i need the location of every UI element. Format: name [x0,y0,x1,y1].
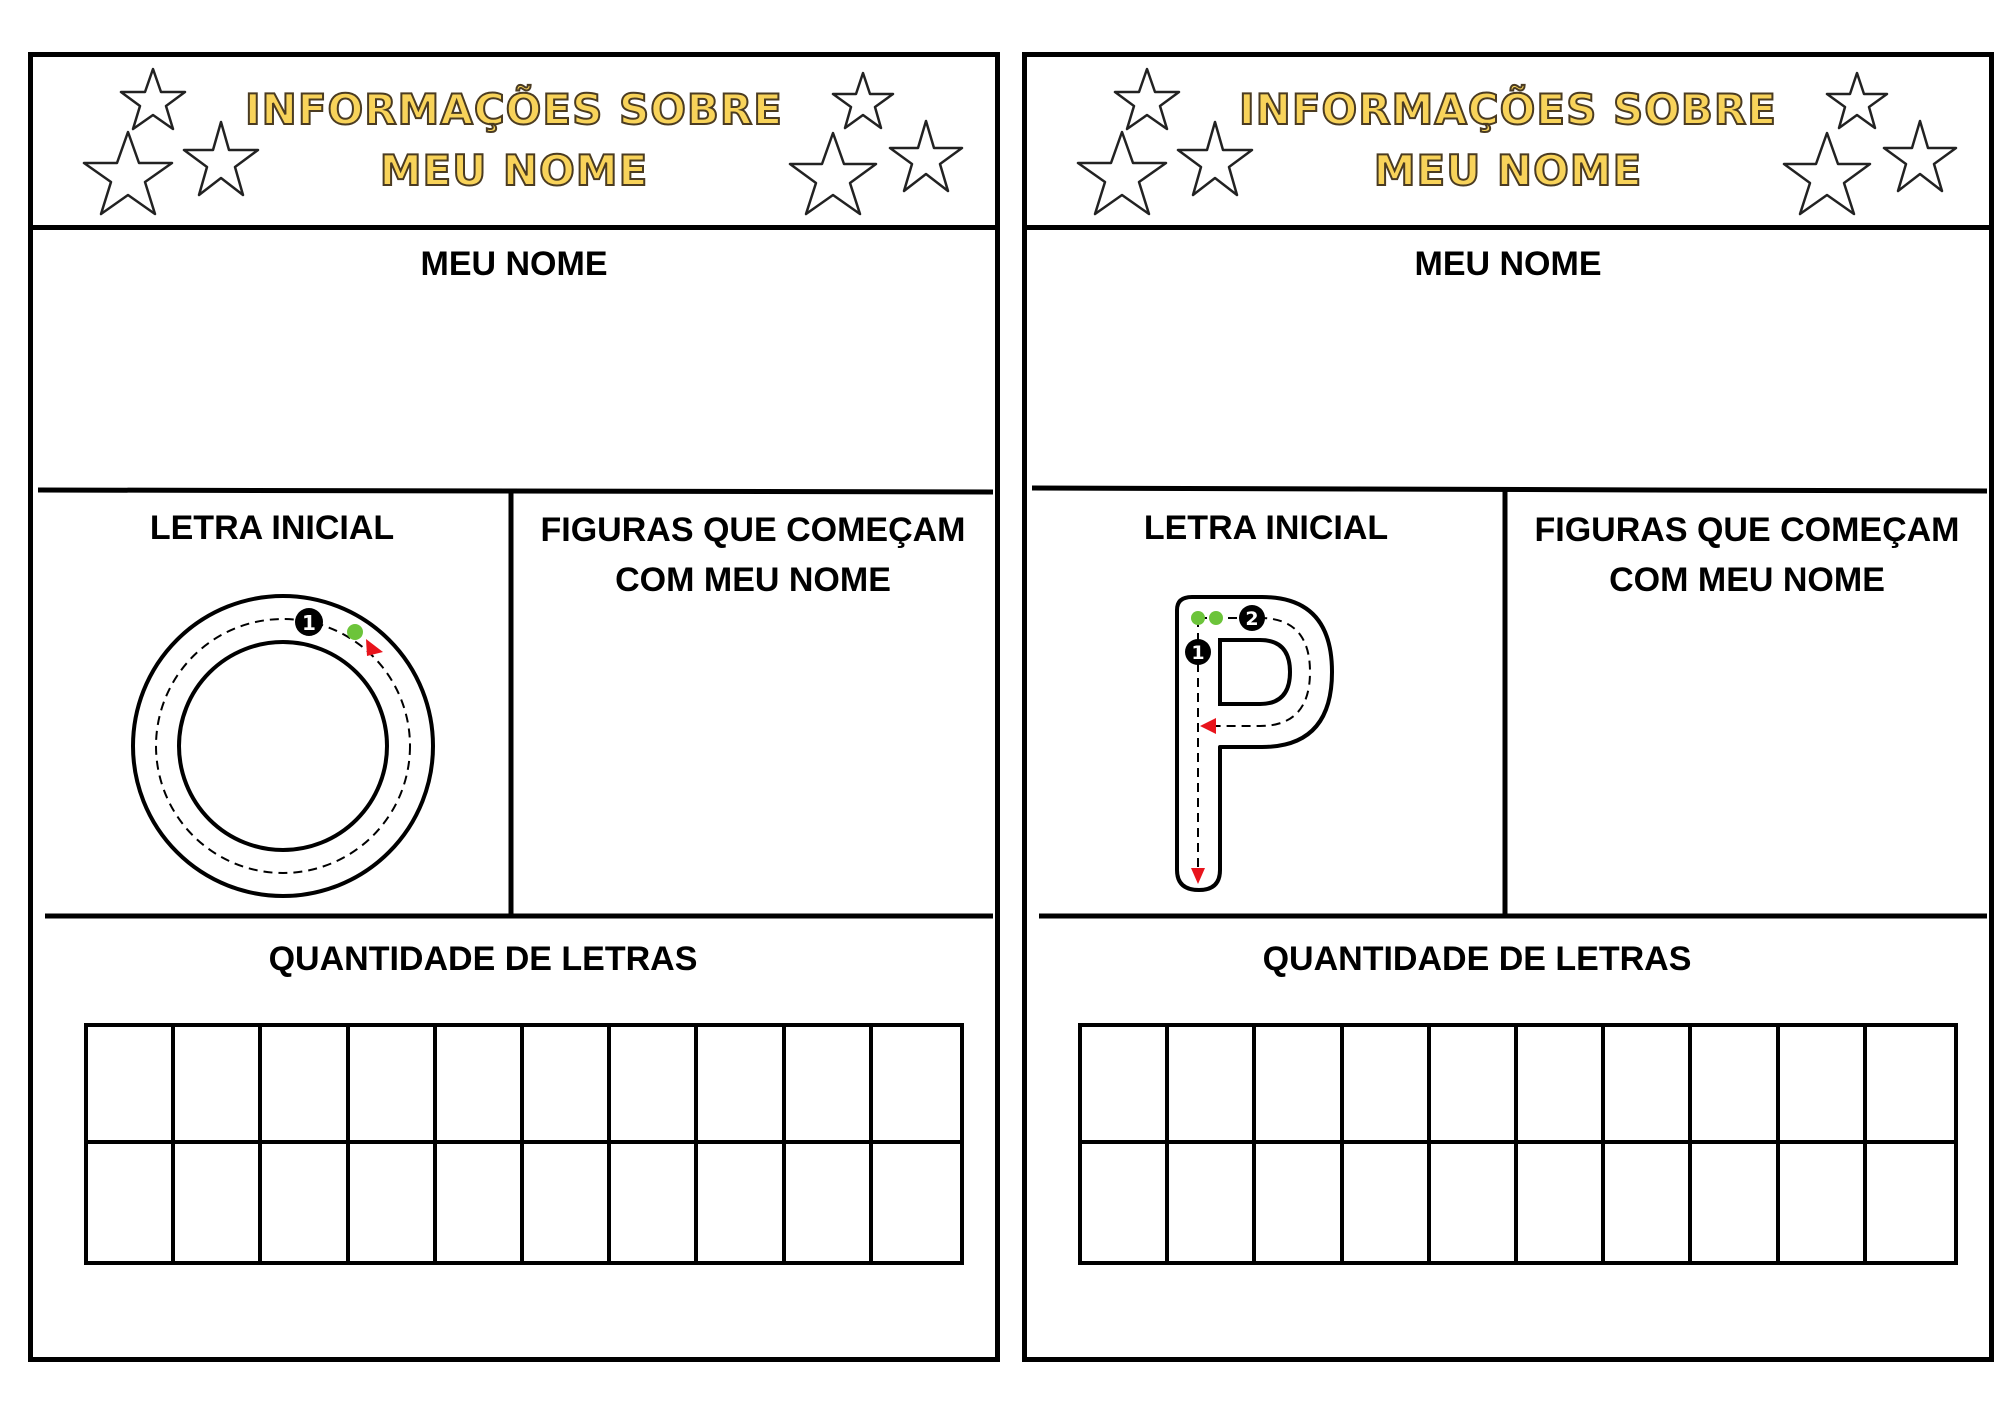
letter-box[interactable] [1344,1027,1431,1144]
letter-box[interactable] [873,1027,960,1144]
letter-box[interactable] [1256,1027,1343,1144]
letter-box[interactable] [88,1027,175,1144]
title-line-2: MEU NOME [1373,146,1643,195]
letter-box[interactable] [262,1027,349,1144]
letter-count-label: QUANTIDADE DE LETRAS [268,940,698,978]
letter-box[interactable] [1082,1027,1169,1144]
figures-label-line-2: COM MEU NOME [615,561,891,599]
letter-count-grid [1078,1023,1958,1265]
letter-box[interactable] [873,1144,960,1261]
letter-box[interactable] [1518,1027,1605,1144]
letter-p-tracing [1162,592,1342,902]
letter-box[interactable] [88,1144,175,1261]
stroke-number: 2 [1245,608,1259,630]
direction-arrow [1200,718,1216,734]
letter-box[interactable] [175,1027,262,1144]
letter-box[interactable] [1431,1027,1518,1144]
letter-box[interactable] [1344,1144,1431,1261]
start-dot-stroke-2 [1209,611,1223,625]
letter-box[interactable] [698,1027,785,1144]
direction-arrow [366,639,383,656]
title-line-1: INFORMAÇÕES SOBRE [1239,85,1777,134]
letter-box[interactable] [1431,1144,1518,1261]
letter-box[interactable] [437,1027,524,1144]
initial-letter-label: LETRA INICIAL [1143,509,1389,547]
letter-count-grid [84,1023,964,1265]
start-dot-stroke-1 [1191,611,1205,625]
letter-o-tracing [123,582,443,902]
direction-arrow [1191,868,1205,884]
name-label: MEU NOME [420,245,608,283]
letter-box[interactable] [437,1144,524,1261]
title-line-1: INFORMAÇÕES SOBRE [245,85,783,134]
card-header [1027,57,1989,230]
letter-box[interactable] [1780,1144,1867,1261]
name-label: MEU NOME [1414,245,1602,283]
stroke-number: 1 [302,611,316,635]
figures-label-line-1: FIGURAS QUE COMEÇAM [540,511,966,549]
letter-box[interactable] [175,1144,262,1261]
stars-decoration [33,57,995,230]
letter-box[interactable] [1780,1027,1867,1144]
letter-box[interactable] [1518,1144,1605,1261]
worksheet-card-right [1022,52,1994,1362]
letter-box[interactable] [698,1144,785,1261]
letter-box[interactable] [1867,1027,1954,1144]
letter-box[interactable] [1605,1144,1692,1261]
stroke-number: 1 [1191,642,1205,664]
letter-box[interactable] [524,1144,611,1261]
letter-box[interactable] [1692,1144,1779,1261]
worksheet-card-left [28,52,1000,1362]
letter-box[interactable] [350,1027,437,1144]
letter-box[interactable] [1256,1144,1343,1261]
letter-box[interactable] [1605,1027,1692,1144]
letter-box[interactable] [1169,1144,1256,1261]
letter-box[interactable] [524,1027,611,1144]
title-line-2: MEU NOME [379,146,649,195]
letter-count-label: QUANTIDADE DE LETRAS [1262,940,1692,978]
letter-box[interactable] [350,1144,437,1261]
letter-box[interactable] [1692,1027,1779,1144]
letter-box[interactable] [786,1027,873,1144]
start-dot [347,624,363,640]
letter-box[interactable] [1082,1144,1169,1261]
figures-label-line-2: COM MEU NOME [1609,561,1885,599]
letter-box[interactable] [786,1144,873,1261]
card-header [33,57,995,230]
letter-box[interactable] [611,1027,698,1144]
stars-decoration [1027,57,1989,230]
letter-box[interactable] [262,1144,349,1261]
letter-box[interactable] [1867,1144,1954,1261]
initial-letter-label: LETRA INICIAL [149,509,395,547]
letter-box[interactable] [611,1144,698,1261]
letter-box[interactable] [1169,1027,1256,1144]
figures-label-line-1: FIGURAS QUE COMEÇAM [1534,511,1960,549]
